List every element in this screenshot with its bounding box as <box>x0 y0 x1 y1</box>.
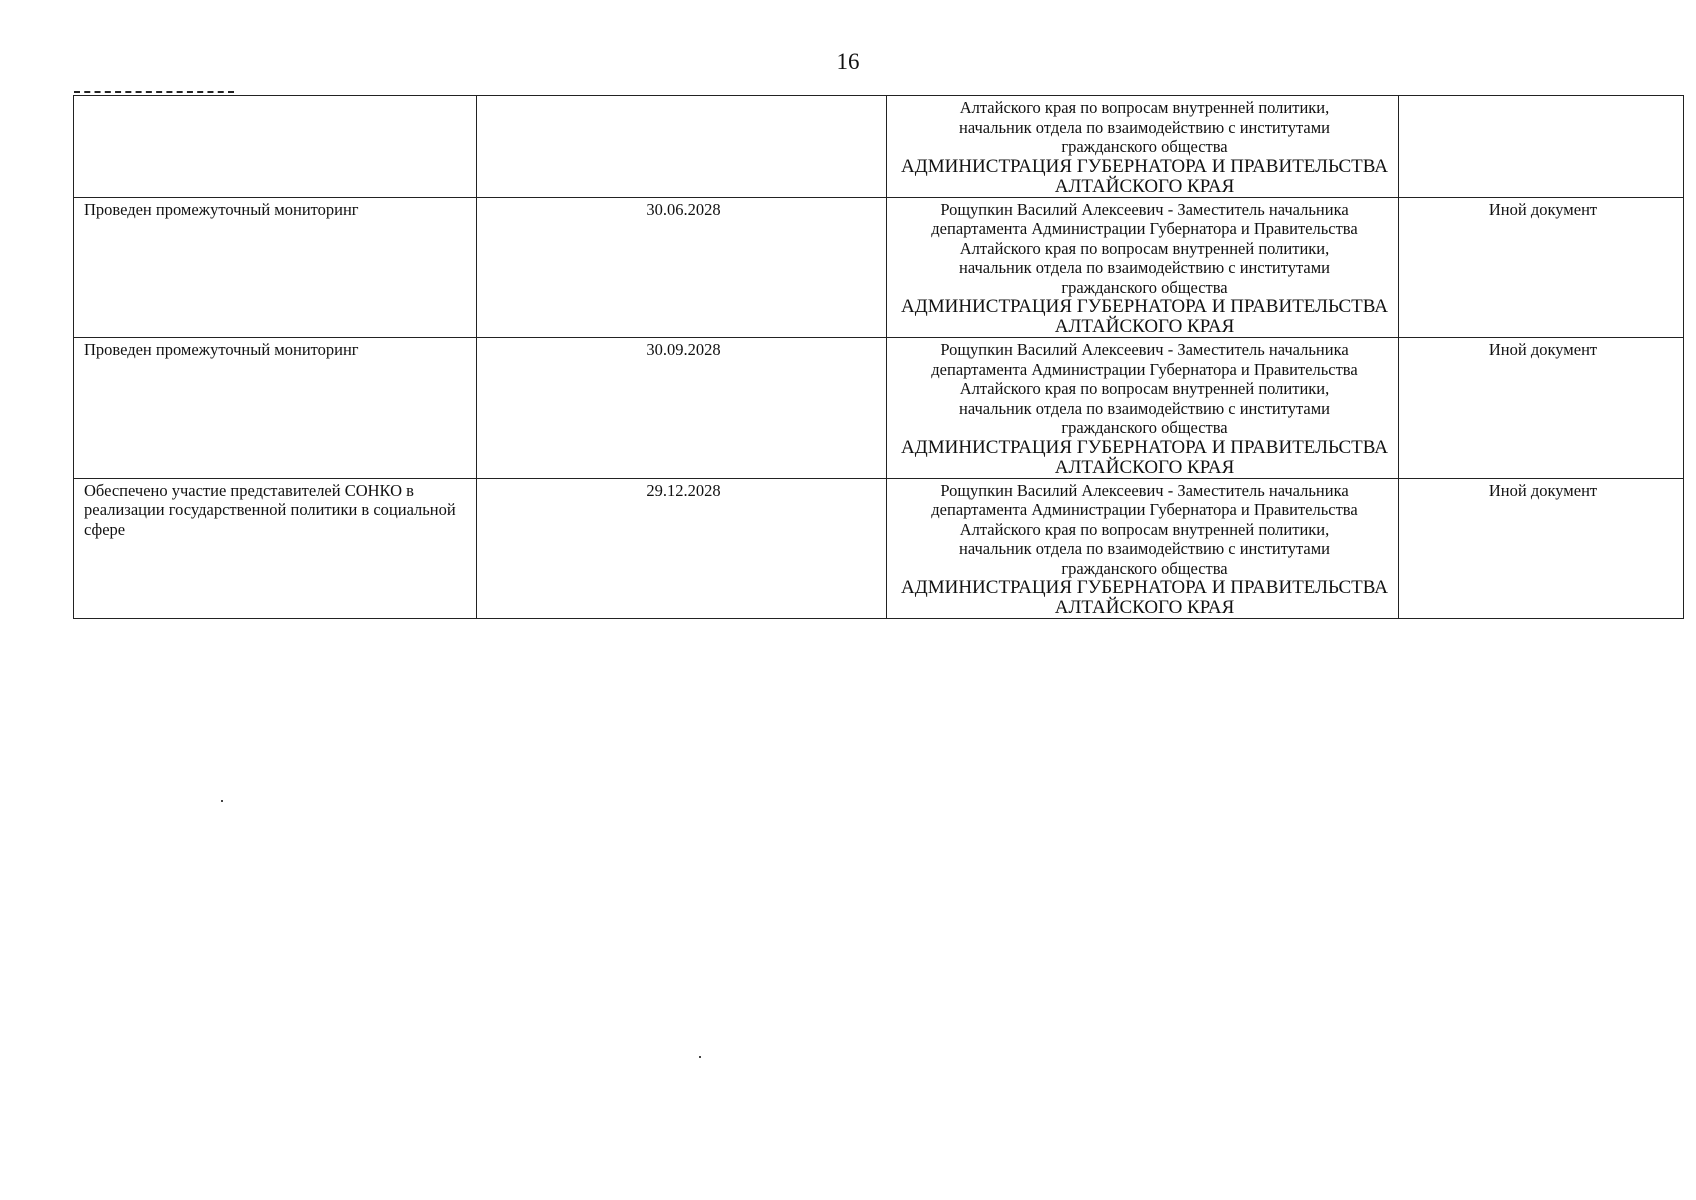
responsible-cell <box>887 478 1399 619</box>
scan-speck <box>221 800 223 802</box>
responsible-org: АДМИНИСТРАЦИЯ ГУБЕРНАТОРА И ПРАВИТЕЛЬСТВА АЛТАЙСКОГО КРАЯ <box>901 577 1388 618</box>
table-row <box>74 338 1684 479</box>
document-cell: Иной документ <box>1399 197 1684 338</box>
event-cell: Проведен промежуточный мониторинг <box>74 197 477 338</box>
responsible-org: АДМИНИСТРАЦИЯ ГУБЕРНАТОРА И ПРАВИТЕЛЬСТВА АЛТАЙСКОГО КРАЯ <box>901 155 1388 197</box>
table-row <box>74 197 1684 338</box>
document-cell <box>1399 96 1684 198</box>
responsible-person: Рощупкин Василий Алексеевич - Заместитель начальника департамента Администрации Губернатора и Правительства Алтайского края по вопросам внутренней политики, начальник отдела по взаимодействию с институтами гражданского общества <box>931 199 1358 297</box>
page-number: 16 <box>836 49 860 74</box>
document-cell: Иной документ <box>1399 478 1684 619</box>
date-cell: 29.12.2028 <box>477 478 887 619</box>
table-row <box>74 96 1684 198</box>
responsible-cell <box>887 197 1399 338</box>
event-cell: Обеспечено участие представителей СОНКО в реализации государственной политики в социальной сфере <box>74 478 477 619</box>
table-row <box>74 478 1684 619</box>
date-cell: 30.09.2028 <box>477 338 887 479</box>
date-cell <box>477 96 887 198</box>
scan-speck <box>699 1056 701 1058</box>
responsible-person: Алтайского края по вопросам внутренней политики, начальник отдела по взаимодействию с институтами гражданского общества <box>958 98 1330 156</box>
top-dashed-rule <box>74 91 234 93</box>
responsible-cell <box>887 96 1399 198</box>
responsible-person: Рощупкин Василий Алексеевич - Заместитель начальника департамента Администрации Губернатора и Правительства Алтайского края по вопросам внутренней политики, начальник отдела по взаимодействию с институтами гражданского общества <box>931 340 1358 437</box>
responsible-cell <box>887 338 1399 479</box>
event-cell <box>74 96 477 198</box>
responsible-person: Рощупкин Василий Алексеевич - Заместитель начальника департамента Администрации Губернатора и Правительства Алтайского края по вопросам внутренней политики, начальник отдела по взаимодействию с институтами гражданского общества <box>931 480 1358 578</box>
date-cell: 30.06.2028 <box>477 197 887 338</box>
events-table <box>73 95 1684 619</box>
responsible-org: АДМИНИСТРАЦИЯ ГУБЕРНАТОРА И ПРАВИТЕЛЬСТВА АЛТАЙСКОГО КРАЯ <box>901 436 1388 478</box>
event-cell: Проведен промежуточный мониторинг <box>74 338 477 479</box>
document-cell: Иной документ <box>1399 338 1684 479</box>
responsible-org: АДМИНИСТРАЦИЯ ГУБЕРНАТОРА И ПРАВИТЕЛЬСТВА АЛТАЙСКОГО КРАЯ <box>901 296 1388 337</box>
